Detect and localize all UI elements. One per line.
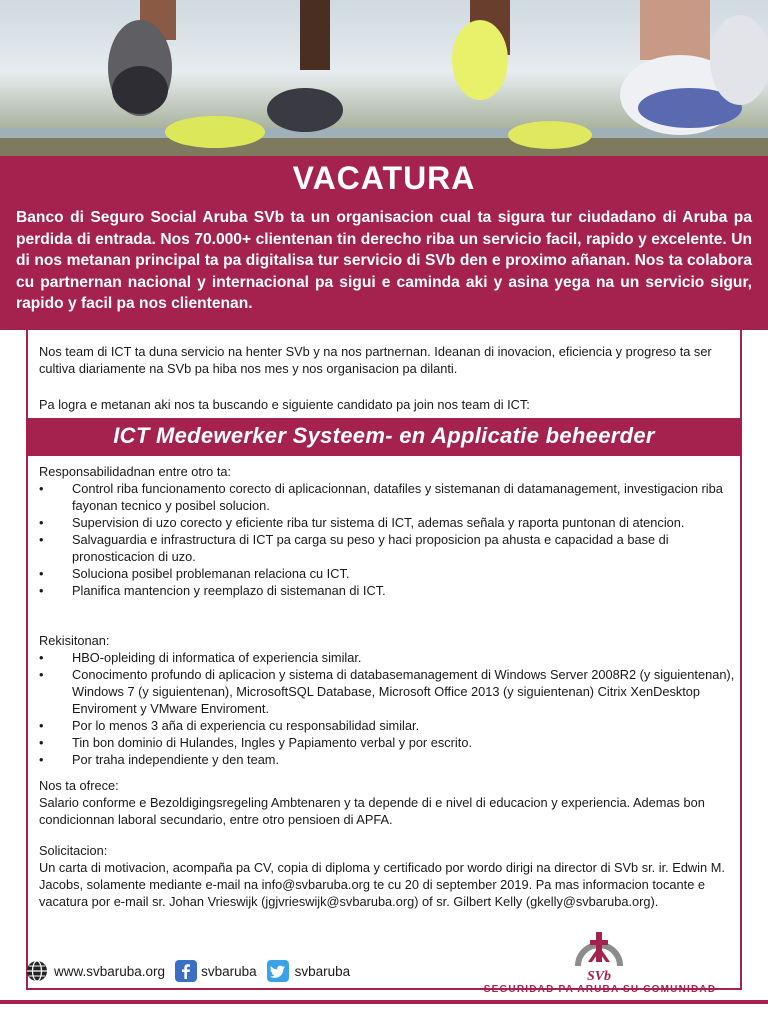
svb-logo: [566, 922, 632, 984]
facebook-label: svbaruba: [201, 963, 257, 979]
responsibilities-section: [39, 463, 739, 599]
intro-paragraph: Banco di Seguro Social Aruba SVb ta un organisacion cual ta sigura tur ciudadano di Aruba pa perdida di entrada. Nos 70.000+ clientenan tin derecho riba un servicio facil, rapido y excelente. Un di nos metanan principal ta pa digitalisa tur servicio di SVb den e proximo añanan. Nos ta colabora cu partnernan nacional y internacional pa sigui e caminda aki y asina yega na un servicio sigur, rapido y facil pa nos clientenan.: [16, 209, 752, 312]
list-item: • Control riba funcionamento corecto di aplicacionnan, datafiles y sistemanan di datamanagement, investigacion riba fayonan tecnico y posibel solucion.: [39, 480, 739, 514]
offer-section: [39, 777, 739, 828]
hero-image: [0, 0, 768, 162]
globe-icon: [26, 960, 48, 982]
requirements-heading: Rekisitonan:: [39, 633, 110, 648]
slogan: SEGURIDAD PA ARUBA SU COMUNIDAD: [483, 984, 717, 995]
application-heading: Solicitacion:: [39, 843, 108, 858]
offer-heading: Nos ta ofrece:: [39, 778, 119, 793]
page-title: VACATURA: [292, 160, 476, 196]
list-item: • HBO-opleiding di informatica of experiencia similar.: [39, 649, 739, 666]
footer-links: [26, 960, 360, 982]
list-item: • Soluciona posibel problemanan relaciona cu ICT.: [39, 565, 739, 582]
list-item: • Supervision di uzo corecto y eficiente riba tur sistema di ICT, ademas señala y raporta puntonan di atencion.: [39, 514, 739, 531]
list-item: • Tin bon dominio di Hulandes, Ingles y Papiamento verbal y por escrito.: [39, 734, 739, 751]
facebook-icon: [175, 960, 197, 982]
logo-text: SVb: [586, 969, 612, 984]
list-item: • Planifica mantencion y reemplazo di sistemanan di ICT.: [39, 582, 739, 599]
list-item: • Por traha independiente y den team.: [39, 751, 739, 768]
job-title: ICT Medewerker Systeem- en Applicatie beheerder: [113, 423, 655, 448]
responsibilities-list: [39, 480, 739, 599]
runners-illustration: [0, 0, 768, 162]
offer-text: Salario conforme e Bezoldigingsregeling Ambtenaren y ta depende di e nivel di educacion y experiencia. Ademas bon condicionnan laboral secundario, entre otro pensioen di APFA.: [39, 795, 705, 827]
twitter-link[interactable]: [267, 960, 351, 982]
list-item: • Por lo menos 3 aña di experiencia cu responsabilidad similar.: [39, 717, 739, 734]
requirements-list: [39, 649, 739, 768]
application-text: Un carta di motivacion, acompaña pa CV, copia di diploma y certificado por wordo dirigi na director di SVb sr. ir. Edwin M. Jacobs, solamente mediante e-mail na info@svbaruba.org te cu 20 di september 2019. Pa mas informacion tocante e vacatura por e-mail sr. Johan Vrieswijk (jgjvrieswijk@svbaruba.org) of sr. Gilbert Kelly (gkelly@svbaruba.org).: [39, 860, 725, 909]
bottom-bar: [0, 1000, 768, 1004]
responsibilities-heading: Responsabilidadnan entre otro ta:: [39, 464, 232, 479]
twitter-label: svbaruba: [294, 963, 351, 979]
website-link[interactable]: [26, 960, 165, 982]
application-section: [39, 842, 739, 910]
twitter-icon: [267, 960, 289, 982]
list-item: • Conocimento profundo di aplicacion y sistema di databasemanagement di Windows Server 2008R2 (y siguientenan), Windows 7 (y siguientenan), MicrosoftSQL Database, Microsoft Office 2013 (y siguientenan) Citrix XenDesktop Enviroment y VMware Enviroment.: [39, 666, 739, 717]
requirements-section: [39, 632, 739, 768]
list-item: • Salvaguardia e infrastructura di ICT pa carga su peso y haci proposicion pa ahusta e capacidad a base di pronosticacion di uzo.: [39, 531, 739, 565]
candidate-paragraph: Pa logra e metanan aki nos ta buscando e siguiente candidato pa join nos team di ICT:: [39, 397, 530, 412]
facebook-link[interactable]: [175, 960, 257, 982]
team-paragraph: Nos team di ICT ta duna servicio na henter SVb y na nos partnernan. Ideanan di inovacion, eficiencia y progreso ta ser cultiva diariamente na SVb pa hiba nos mes y nos organisacion pa dilanti.: [39, 344, 712, 376]
website-label: www.svbaruba.org: [54, 963, 166, 979]
